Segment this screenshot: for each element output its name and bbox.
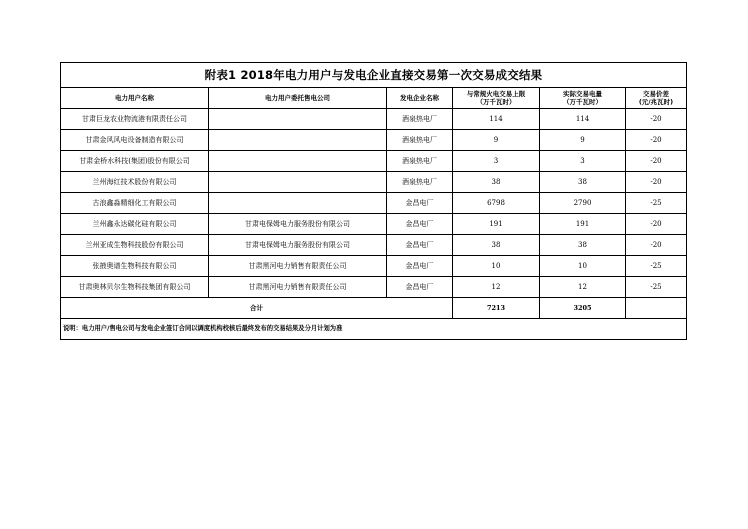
header-limit-line1: 与常规火电交易上限	[466, 90, 526, 98]
cell-plant: 酒泉热电厂	[387, 130, 453, 151]
cell-limit: 6798	[453, 193, 540, 214]
cell-limit: 38	[453, 235, 540, 256]
header-limit-line2: （万千瓦时）	[476, 98, 516, 106]
cell-plant: 酒泉热电厂	[387, 151, 453, 172]
cell-limit: 3	[453, 151, 540, 172]
cell-agent	[209, 151, 387, 172]
cell-limit: 9	[453, 130, 540, 151]
header-price	[626, 88, 687, 109]
results-table	[60, 62, 687, 340]
cell-actual: 38	[540, 235, 626, 256]
cell-agent	[209, 130, 387, 151]
total-price	[626, 298, 687, 319]
cell-user: 甘肃奥林贝尔生物科技集团有限公司	[61, 277, 209, 298]
title-row	[61, 63, 687, 88]
cell-plant: 金昌电厂	[387, 193, 453, 214]
cell-agent	[209, 172, 387, 193]
cell-plant: 金昌电厂	[387, 256, 453, 277]
header-actual-line2: （万千瓦时）	[563, 98, 602, 106]
cell-price: -20	[626, 130, 687, 151]
cell-agent: 甘肃黑河电力销售有限责任公司	[209, 256, 387, 277]
total-label: 合计	[61, 298, 453, 319]
cell-user: 张掖奥谱生物科技有限公司	[61, 256, 209, 277]
table-title: 附表1 2018年电力用户与发电企业直接交易第一次交易成交结果	[61, 63, 687, 88]
cell-limit: 38	[453, 172, 540, 193]
cell-user: 甘肃金风风电设备制造有限公司	[61, 130, 209, 151]
cell-plant: 酒泉热电厂	[387, 172, 453, 193]
cell-user: 兰州海红技术股份有限公司	[61, 172, 209, 193]
cell-price: -20	[626, 235, 687, 256]
table-row	[61, 109, 687, 130]
table-row	[61, 256, 687, 277]
cell-actual: 3	[540, 151, 626, 172]
cell-actual: 12	[540, 277, 626, 298]
table-row	[61, 214, 687, 235]
note-text: 说明：电力用户/售电公司与发电企业签订合同以调度机构校核后最终发布的交易结果及分月计划为准	[61, 319, 687, 340]
cell-agent: 甘肃黑河电力销售有限责任公司	[209, 277, 387, 298]
cell-price: -20	[626, 214, 687, 235]
header-user: 电力用户名称	[61, 88, 209, 109]
header-actual	[540, 88, 626, 109]
cell-price: -25	[626, 193, 687, 214]
note-row	[61, 319, 687, 340]
cell-actual: 38	[540, 172, 626, 193]
cell-actual: 191	[540, 214, 626, 235]
header-limit	[453, 88, 540, 109]
total-row	[61, 298, 687, 319]
cell-limit: 191	[453, 214, 540, 235]
header-plant: 发电企业名称	[387, 88, 453, 109]
table-row	[61, 172, 687, 193]
header-agent: 电力用户委托售电公司	[209, 88, 387, 109]
cell-user: 甘肃巨龙农业物流港有限责任公司	[61, 109, 209, 130]
cell-user: 兰州亚成生物科技股份有限公司	[61, 235, 209, 256]
cell-actual: 9	[540, 130, 626, 151]
cell-agent: 甘肃电保姆电力服务股份有限公司	[209, 214, 387, 235]
table-row	[61, 277, 687, 298]
cell-price: -20	[626, 109, 687, 130]
cell-limit: 10	[453, 256, 540, 277]
cell-actual: 10	[540, 256, 626, 277]
cell-limit: 12	[453, 277, 540, 298]
cell-user: 古浪鑫淼精细化工有限公司	[61, 193, 209, 214]
cell-agent	[209, 193, 387, 214]
cell-plant: 金昌电厂	[387, 214, 453, 235]
cell-agent: 甘肃电保姆电力服务股份有限公司	[209, 235, 387, 256]
table-row	[61, 193, 687, 214]
cell-price: -20	[626, 151, 687, 172]
cell-actual: 114	[540, 109, 626, 130]
cell-user: 甘肃金桥水科技(集团)股份有限公司	[61, 151, 209, 172]
header-row	[61, 88, 687, 109]
cell-price: -25	[626, 277, 687, 298]
table-row	[61, 235, 687, 256]
total-actual: 3205	[540, 298, 626, 319]
cell-limit: 114	[453, 109, 540, 130]
cell-agent	[209, 109, 387, 130]
cell-plant: 金昌电厂	[387, 235, 453, 256]
cell-plant: 金昌电厂	[387, 277, 453, 298]
table-row	[61, 130, 687, 151]
header-price-line1: 交易价差	[643, 90, 669, 98]
cell-user: 兰州鑫永达碳化硅有限公司	[61, 214, 209, 235]
cell-price: -25	[626, 256, 687, 277]
header-price-line2: (元/兆瓦时)	[638, 98, 674, 106]
total-limit: 7213	[453, 298, 540, 319]
cell-plant: 酒泉热电厂	[387, 109, 453, 130]
cell-price: -20	[626, 172, 687, 193]
table-row	[61, 151, 687, 172]
header-actual-line1: 实际交易电量	[563, 90, 602, 98]
cell-actual: 2790	[540, 193, 626, 214]
